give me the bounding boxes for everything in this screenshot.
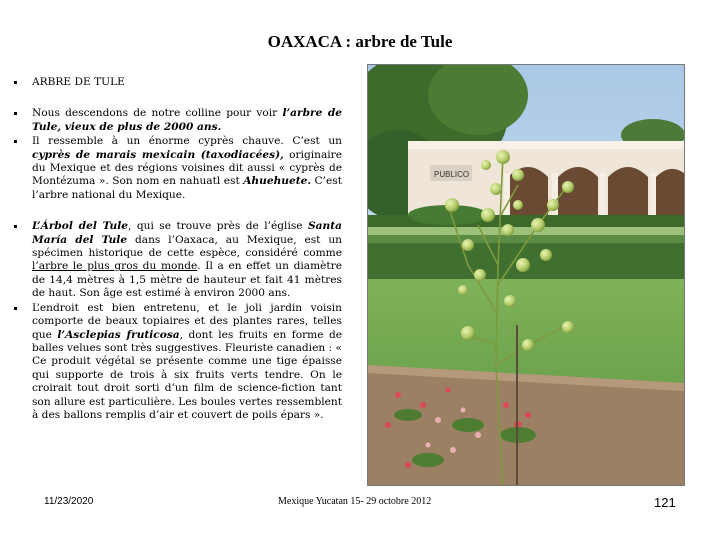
bullet-item (14, 302, 342, 423)
bullet-text: , dont les fruits en forme de balles velues sont très suggestives. Fleuriste canadien : « Ce produit végétal se présente comme une tige épaisse qui supporte de trois à six fruits verts tendre. On le croirait tout droit sorti d’un film de science-fiction tant son allure est particulière. Les boules vertes ressemblent à des ballons remplis d’air et couvert de poils épars ». (32, 328, 343, 421)
garden-photo-illustration (368, 65, 684, 485)
bullet-emphasis: L’Árbol del Tule (32, 220, 129, 233)
bullet-text: Il ressemble à un énorme cyprès chauve. C’est un (32, 135, 342, 148)
bullet-list (14, 76, 342, 432)
bullet-emphasis: Ahuehuete. (243, 175, 312, 188)
bullet-text: Nous descendons de notre colline pour voir (32, 107, 283, 120)
bullet-item (14, 107, 342, 134)
building-sign: PUBLICO (434, 170, 470, 179)
bullet-item (14, 76, 342, 89)
bullet-text: L’endroit est bien entretenu, et le joli jardin voisin comporte de beaux topiaires et des plantes rares, telles que (32, 301, 342, 341)
page-number: 121 (654, 495, 676, 510)
bullet-text: dans l’Oaxaca, au Mexique, est un spécimen historique de cette espèce, considéré comme (32, 233, 342, 260)
bullet-text: C’est l’arbre national du Mexique. (32, 175, 342, 201)
bullet-emphasis: Santa María del Tule (32, 220, 342, 246)
bullet-text: ARBRE DE TULE (32, 76, 125, 88)
bullet-item (14, 220, 342, 300)
footer-caption: Mexique Yucatan 15- 29 octobre 2012 (278, 496, 432, 507)
bullet-emphasis: cyprès de marais mexicain (taxodiacées), (32, 148, 284, 161)
underlined-text: l’arbre le plus gros du monde (32, 260, 198, 273)
bullet-text: originaire du Mexique et des régions voisines dit aussi « cyprès de Montézuma ». Son nom en nahuatl est (32, 148, 342, 188)
bullet-text: . Il a en effet un diamètre de 14,4 mètres à 1,5 mètre de hauteur et fait 41 mètres de haut. Son âge est estimé à environ 2000 ans. (32, 260, 342, 300)
bullet-emphasis: l’Asclepias fruticosa (57, 328, 180, 341)
footer-date: 11/23/2020 (44, 496, 94, 507)
slide-title: OAXACA : arbre de Tule (267, 32, 453, 51)
bullet-emphasis: l’arbre de Tule, vieux de plus de 2000 ans. (32, 107, 342, 133)
garden-photo (367, 64, 685, 486)
bullet-item (14, 135, 342, 202)
bullet-text: , qui se trouve près de l’église (128, 220, 309, 233)
